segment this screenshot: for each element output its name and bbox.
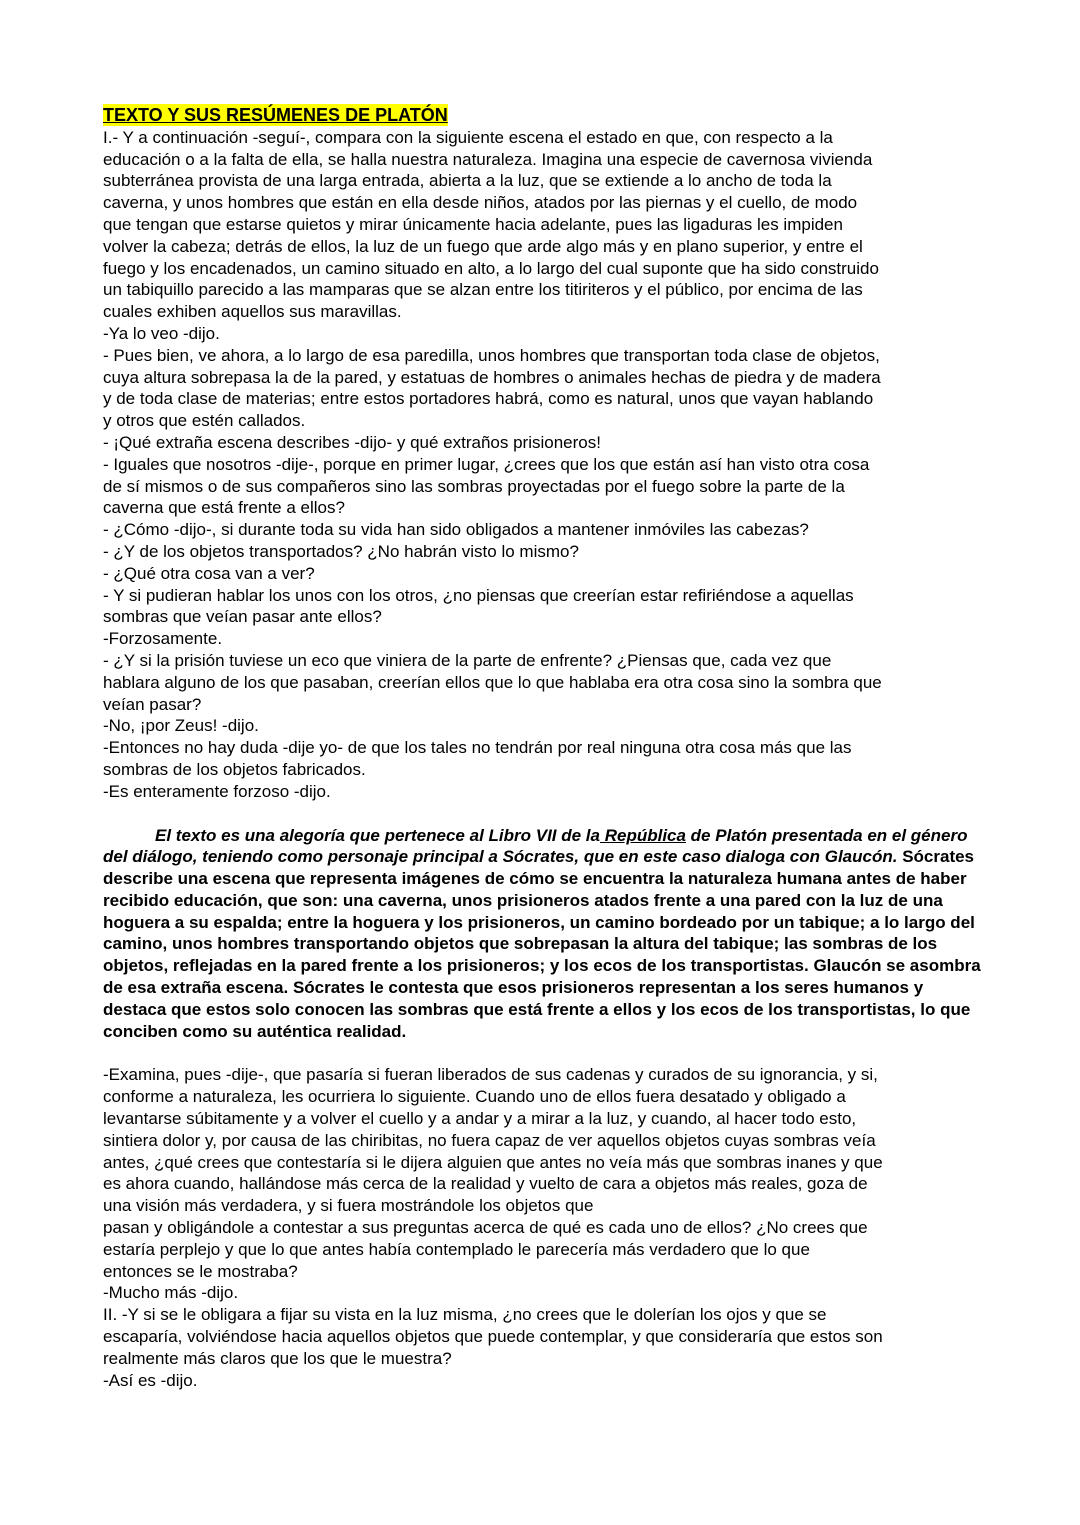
dialogue2-line: levantarse súbitamente y a volver el cuello y a andar y a mirar a la luz, y cuando, al hacer todo esto, (103, 1109, 857, 1129)
dialogue1-line: - Pues bien, ve ahora, a lo largo de esa paredilla, unos hombres que transportan toda clase de objetos, (103, 345, 880, 365)
dialogue1-line: volver la cabeza; detrás de ellos, la luz de un fuego que arde algo más y en plano superior, y entre el (103, 236, 863, 256)
document-title: TEXTO Y SUS RESÚMENES DE PLATÓN (103, 105, 448, 125)
dialogue2-line: estaría perplejo y que lo que antes había contemplado le parecería más verdadero que lo que (103, 1239, 810, 1259)
dialogue1-line: sombras de los objetos fabricados. (103, 759, 366, 779)
dialogue1-line: I.- Y a continuación -seguí-, compara con la siguiente escena el estado en que, con respecto a la (103, 127, 833, 147)
dialogue1-line: que tengan que estarse quietos y mirar únicamente hacia adelante, pues las ligaduras les impiden (103, 214, 843, 234)
dialogue1-line: - Iguales que nosotros -dije-, porque en primer lugar, ¿crees que los que están así han visto otra cosa (103, 454, 870, 474)
dialogue1-line: -No, ¡por Zeus! -dijo. (103, 716, 259, 736)
dialogue1-line: hablara alguno de los que pasaban, creerían ellos que lo que hablaba era otra cosa sino la sombra que (103, 672, 882, 692)
dialogue1-line: - ¿Cómo -dijo-, si durante toda su vida han sido obligados a mantener inmóviles las cabezas? (103, 520, 809, 540)
dialogue1-line: -Ya lo veo -dijo. (103, 323, 220, 343)
dialogue2-line: es ahora cuando, hallándose más cerca de la realidad y vuelto de cara a objetos más reales, goza de (103, 1174, 868, 1194)
dialogue2-line: antes, ¿qué crees que contestaría si le dijera alguien que antes no veía más que sombras inanes y que (103, 1152, 883, 1172)
summary-paragraph (103, 825, 983, 1043)
dialogue2-line: sintiera dolor y, por causa de las chiribitas, no fuera capaz de ver aquellos objetos cuyas sombras veía (103, 1130, 876, 1150)
dialogue2-line: -Así es -dijo. (103, 1370, 198, 1390)
dialogue1-line: y de toda clase de materias; entre estos portadores habrá, como es natural, unos que vayan hablando (103, 389, 874, 409)
dialogue-part-1 (103, 127, 983, 803)
dialogue1-line: caverna, y unos hombres que están en ella desde niños, atados por las piernas y el cuello, de modo (103, 193, 858, 213)
dialogue2-line: conforme a naturaleza, les ocurriera lo siguiente. Cuando uno de ellos fuera desatado y obligado a (103, 1087, 846, 1107)
dialogue1-line: - ¿Y si la prisión tuviese un eco que viniera de la parte de enfrente? ¿Piensas que, cada vez que (103, 650, 832, 670)
dialogue1-line: - ¿Qué otra cosa van a ver? (103, 563, 315, 583)
dialogue2-line: -Examina, pues -dije-, que pasaría si fueran liberados de sus cadenas y curados de su ignorancia, y si, (103, 1065, 878, 1085)
dialogue2-line: -Mucho más -dijo. (103, 1283, 239, 1303)
dialogue2-line: escaparía, volviéndose hacia aquellos objetos que puede contemplar, y que consideraría que estos son (103, 1327, 883, 1347)
dialogue1-line: caverna que está frente a ellos? (103, 498, 345, 518)
dialogue2-line: II. -Y si se le obligara a fijar su vista en la luz misma, ¿no crees que le dolerían los ojos y que se (103, 1305, 827, 1325)
dialogue1-line: - ¡Qué extraña escena describes -dijo- y qué extraños prisioneros! (103, 432, 601, 452)
summary-body: Sócrates describe una escena que representa imágenes de cómo se encuentra la naturaleza humana antes de haber recibido educación, que son: una caverna, unos prisioneros atados frente a una pared con la luz de una hoguera a su espalda; entre la hoguera y los prisioneros, un camino bordeado por un tabique; a lo largo del camino, unos hombres transportando objetos que sobrepasan la altura del tabique; las sombras de los objetos, reflejadas en la pared frente a los prisioneros; y los ecos de los transportistas. Glaucón se asombra de esa extraña escena. Sócrates le contesta que esos prisioneros representan a los seres humanos y destaca que estos solo conocen las sombras que está frente a ellos y los ecos de los transportistas, lo que conciben como su auténtica realidad. (103, 847, 981, 1041)
dialogue2-line: pasan y obligándole a contestar a sus preguntas acerca de qué es cada uno de ellos? ¿No crees que (103, 1218, 868, 1238)
dialogue1-line: -Forzosamente. (103, 629, 223, 649)
republica-reference: República (599, 825, 686, 845)
dialogue1-line: subterránea provista de una larga entrada, abierta a la luz, que se extiende a lo ancho de toda la (103, 171, 832, 191)
document-page (103, 104, 983, 1391)
summary-intro-italic-cont: de Platón presentada en el género del diálogo, teniendo como personaje principal a Sócrates, que en este caso dialoga con Glaucón. (103, 825, 968, 867)
dialogue1-line: - ¿Y de los objetos transportados? ¿No habrán visto lo mismo? (103, 541, 579, 561)
dialogue1-line: cuya altura sobrepasa la de la pared, y estatuas de hombres o animales hechas de piedra y de madera (103, 367, 881, 387)
dialogue-part-2 (103, 1064, 983, 1391)
dialogue2-line: realmente más claros que los que le muestra? (103, 1348, 452, 1368)
dialogue1-line: cuales exhiben aquellos sus maravillas. (103, 302, 402, 322)
dialogue1-line: y otros que estén callados. (103, 411, 306, 431)
dialogue1-line: -Entonces no hay duda -dije yo- de que los tales no tendrán por real ninguna otra cosa más que las (103, 738, 852, 758)
dialogue1-line: de sí mismos o de sus compañeros sino las sombras proyectadas por el fuego sobre la parte de la (103, 476, 845, 496)
summary-intro-italic: El texto es una alegoría que pertenece al Libro VII de la (155, 825, 600, 845)
dialogue1-line: veían pasar? (103, 694, 202, 714)
dialogue1-line: -Es enteramente forzoso -dijo. (103, 781, 331, 801)
dialogue1-line: - Y si pudieran hablar los unos con los otros, ¿no piensas que creerían estar refiriéndose a aquellas (103, 585, 854, 605)
dialogue2-line: una visión más verdadera, y si fuera mostrándole los objetos que (103, 1196, 594, 1216)
dialogue1-line: fuego y los encadenados, un camino situado en alto, a lo largo del cual suponte que ha sido construido (103, 258, 879, 278)
dialogue1-line: un tabiquillo parecido a las mamparas que se alzan entre los titiriteros y el público, por encima de las (103, 280, 863, 300)
dialogue1-line: educación o a la falta de ella, se halla nuestra naturaleza. Imagina una especie de cavernosa vivienda (103, 149, 873, 169)
dialogue1-line: sombras que veían pasar ante ellos? (103, 607, 382, 627)
dialogue2-line: entonces se le mostraba? (103, 1261, 298, 1281)
